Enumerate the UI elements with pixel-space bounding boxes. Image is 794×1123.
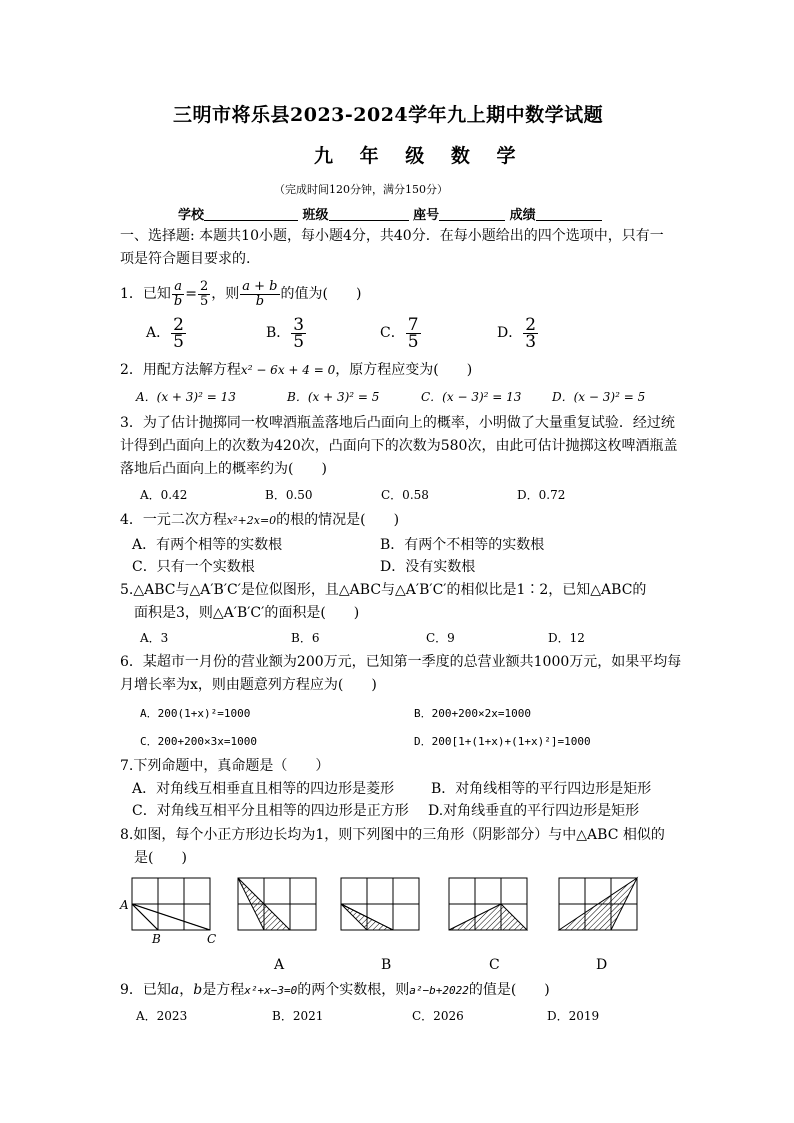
q1-frac-ab-b: $\frac{a + b}{b}$ xyxy=(242,278,278,309)
q9-option-b[interactable]: B．2021 xyxy=(272,1009,324,1023)
section1-line1: 一、选择题: 本题共10小题，每小题4分，共40分．在每小题给出的四个选项中，只有一 xyxy=(120,228,664,244)
q8-figure-c[interactable] xyxy=(449,878,527,930)
q6-option-d[interactable]: D．200[1+(1+x)+(1+x)²]=1000 xyxy=(414,735,591,748)
q1-stem xyxy=(120,276,361,312)
q8-line2: 是( ) xyxy=(134,850,187,866)
q1-option-d[interactable]: D． $\frac{2}{3}$ xyxy=(497,314,537,352)
q8-figure-d[interactable] xyxy=(559,878,637,930)
q8-figure-a[interactable] xyxy=(238,878,316,930)
q6-option-a[interactable]: A．200(1+x)²=1000 xyxy=(140,707,251,720)
q3-line2: 计得到凸面向上的次数为420次，凸面向下的次数为580次，由此可估计抛掷这枚啤酒瓶盖 xyxy=(120,438,678,454)
q2-option-c[interactable]: C．(x − 3)² = 13 xyxy=(421,390,522,404)
q8-point-c: C xyxy=(207,932,217,946)
q1-pre: 1．已知 xyxy=(120,286,171,302)
q1-frac-2-5: $\frac{2}{5}$ xyxy=(199,278,209,309)
q8-point-b: B xyxy=(152,932,161,946)
class-label: 班级 xyxy=(302,208,329,223)
q7-stem: 7.下列命题中，真命题是（ ） xyxy=(120,758,330,774)
q2-option-a[interactable]: A．(x + 3)² = 13 xyxy=(136,390,236,404)
q8-label-c[interactable]: C xyxy=(489,957,500,973)
q4-option-a[interactable]: A．有两个相等的实数根 xyxy=(132,537,283,553)
q1-option-a[interactable]: A． $\frac{2}{5}$ xyxy=(146,314,184,352)
q4-option-d[interactable]: D．没有实数根 xyxy=(380,559,476,575)
q7-option-b[interactable]: B．对角线相等的平行四边形是矩形 xyxy=(431,781,652,797)
q7-option-c[interactable]: C．对角线互相平分且相等的四边形是正方形 xyxy=(132,803,409,819)
q3-line1: 3．为了估计抛掷同一枚啤酒瓶盖落地后凸面向上的概率，小明做了大量重复试验．经过统 xyxy=(120,415,675,431)
q5-option-b[interactable]: B．6 xyxy=(291,631,320,645)
q5-option-a[interactable]: A．3 xyxy=(140,631,169,645)
q3-option-a[interactable]: A．0.42 xyxy=(140,488,188,502)
student-info-line xyxy=(178,204,602,223)
q9-stem: 9．已知a，b是方程x²+x−3=0的两个实数根，则a²−b+2022的值是( ) xyxy=(120,982,550,998)
q8-figures xyxy=(110,870,670,950)
seat-blank[interactable] xyxy=(439,208,505,221)
q6-line2: 月增长率为x，则由题意列方程应为( ) xyxy=(120,677,377,693)
q8-point-a: A xyxy=(120,898,129,912)
exam-title: 三明市将乐县2023-2024学年九上期中数学试题 xyxy=(173,104,604,126)
q8-figure-b[interactable] xyxy=(341,878,419,930)
q5-line2: 面积是3，则△A′B′C′的面积是( ) xyxy=(134,605,360,621)
q7-option-a[interactable]: A．对角线互相垂直且相等的四边形是菱形 xyxy=(132,781,395,797)
exam-subtitle: 九 年 级 数 学 xyxy=(314,145,526,167)
q5-option-c[interactable]: C．9 xyxy=(426,631,455,645)
q6-option-c[interactable]: C．200+200×3x=1000 xyxy=(140,735,257,748)
section1-line2: 项是符合题目要求的. xyxy=(120,251,251,267)
q3-option-d[interactable]: D．0.72 xyxy=(517,488,566,502)
q8-line1: 8.如图，每个小正方形边长均为1，则下列图中的三角形（阴影部分）与中△ABC 相似的 xyxy=(120,827,665,843)
q7-option-d[interactable]: D.对角线垂直的平行四边形是矩形 xyxy=(428,803,640,819)
q9-option-a[interactable]: A．2023 xyxy=(136,1009,188,1023)
q5-option-d[interactable]: D．12 xyxy=(548,631,585,645)
q8-label-b[interactable]: B xyxy=(381,957,392,973)
q6-line1: 6．某超市一月份的营业额为200万元，已知第一季度的总营业额共1000万元，如果平均每 xyxy=(120,654,682,670)
q8-label-a[interactable]: A xyxy=(274,957,285,973)
q1-post: 的值为( ) xyxy=(280,286,362,302)
q9-option-d[interactable]: D．2019 xyxy=(547,1009,600,1023)
seat-label: 座号 xyxy=(413,208,440,223)
q3-line3: 落地后凸面向上的概率约为( ) xyxy=(120,461,327,477)
q1-mid: ，则 xyxy=(211,286,240,302)
q8-label-d[interactable]: D xyxy=(596,957,608,973)
q4-option-b[interactable]: B．有两个不相等的实数根 xyxy=(380,537,545,553)
q1-option-c[interactable]: C． $\frac{7}{5}$ xyxy=(380,314,419,352)
q2-option-b[interactable]: B．(x + 3)² = 5 xyxy=(287,390,380,404)
q2-option-d[interactable]: D．(x − 3)² = 5 xyxy=(552,390,646,404)
school-label: 学校 xyxy=(178,208,205,223)
q9-option-c[interactable]: C．2026 xyxy=(412,1009,464,1023)
q4-option-c[interactable]: C．只有一个实数根 xyxy=(132,559,255,575)
class-blank[interactable] xyxy=(329,208,409,221)
q3-option-c[interactable]: C．0.58 xyxy=(381,488,429,502)
q1-eq: = xyxy=(185,286,197,302)
q1-frac-a-b: $\frac{a}{b}$ xyxy=(173,278,183,309)
exam-note: （完成时间120分钟，满分150分） xyxy=(274,183,448,196)
score-blank[interactable] xyxy=(536,208,602,221)
school-blank[interactable] xyxy=(204,208,298,221)
score-label: 成绩 xyxy=(509,208,536,223)
q8-reference-grid xyxy=(119,878,216,946)
q6-option-b[interactable]: B．200+200×2x=1000 xyxy=(414,707,531,720)
q4-stem: 4．一元二次方程x²+2x=0的根的情况是( ) xyxy=(120,512,400,528)
q5-line1: 5.△ABC与△A′B′C′是位似图形，且△ABC与△A′B′C′的相似比是1∶2，已知△ABC的 xyxy=(120,582,647,598)
q3-option-b[interactable]: B．0.50 xyxy=(265,488,313,502)
q2-stem: 2．用配方法解方程x² − 6x + 4 = 0，原方程应变为( ) xyxy=(120,362,473,378)
q1-option-b[interactable]: B． $\frac{3}{5}$ xyxy=(266,314,305,352)
